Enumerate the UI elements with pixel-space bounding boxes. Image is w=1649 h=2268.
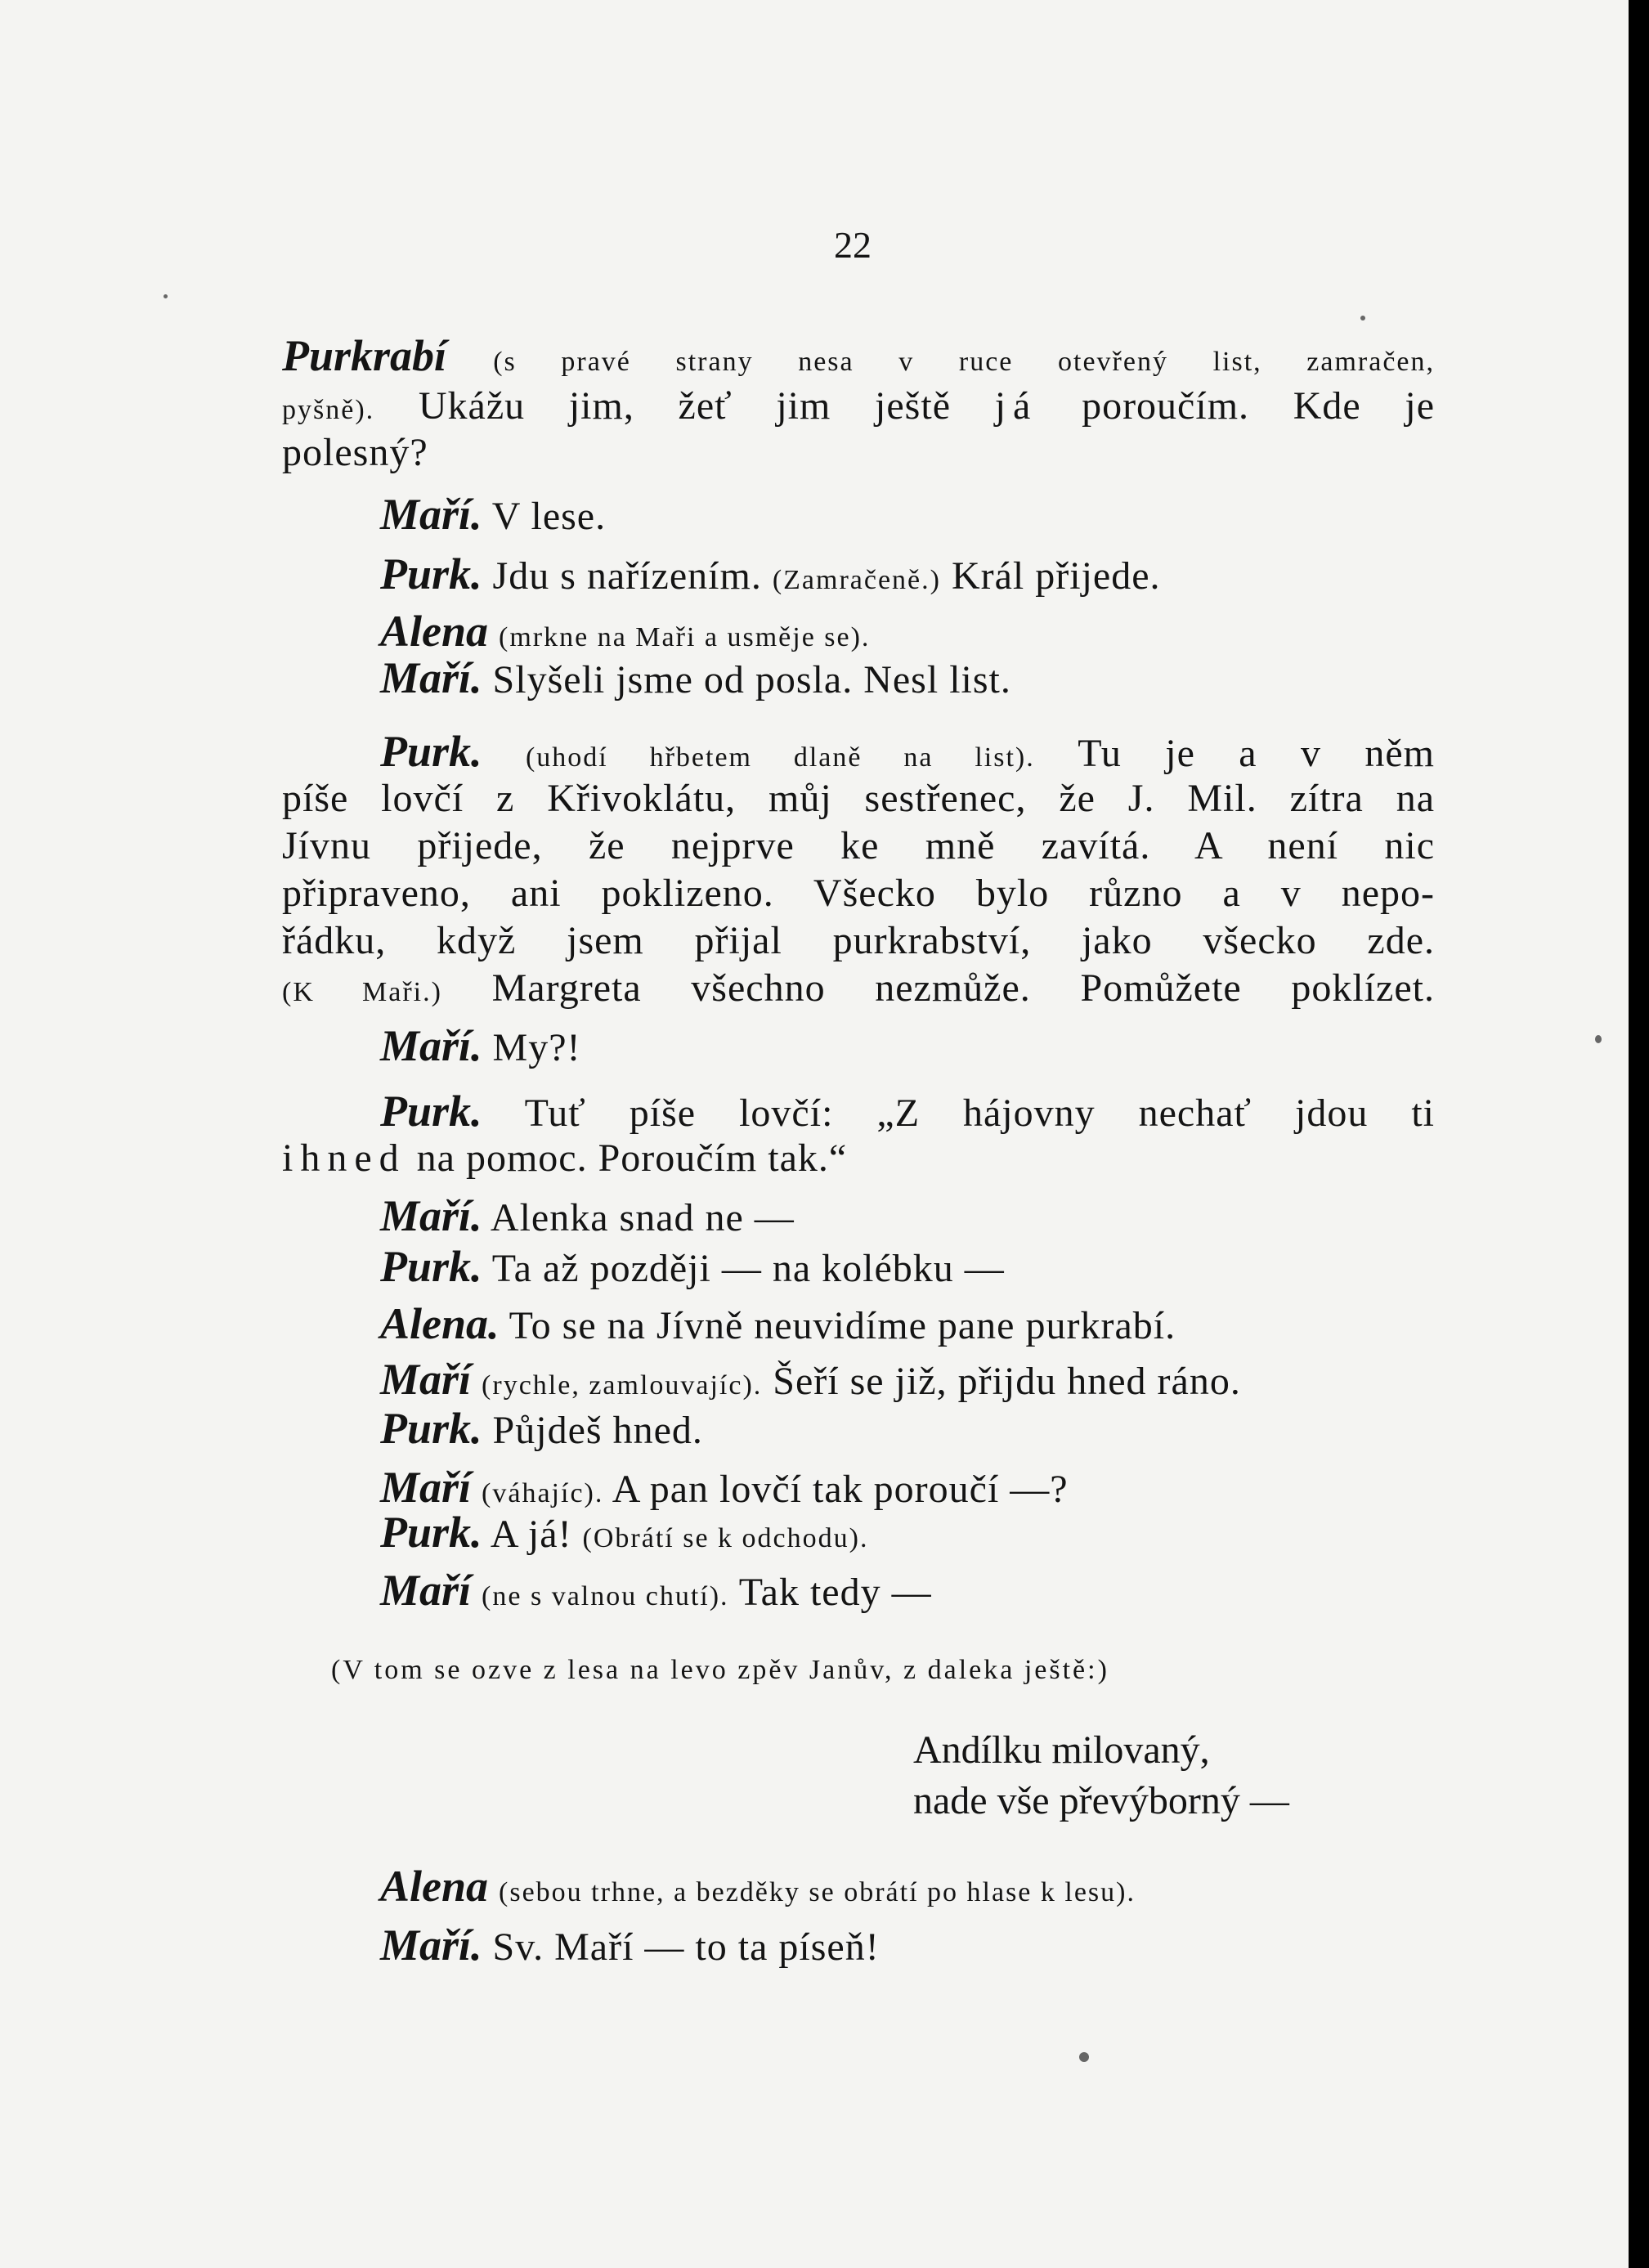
text-line — [380, 1356, 1435, 1410]
stage-direction: (rychle, zamlouvajíc). — [482, 1370, 763, 1401]
text-line — [282, 870, 1435, 917]
verse-line: Andílku milovaný, — [913, 1728, 1210, 1772]
dialogue: To se na Jívně neuvidíme pane purkrabí. — [509, 1304, 1176, 1347]
speaker: Alena — [380, 1862, 489, 1911]
speaker: Alena. — [380, 1299, 500, 1348]
stage-direction: (V tom se ozve z lesa na levo zpěv Janův, z daleka ještě:) — [331, 1655, 1109, 1685]
text-line — [380, 1192, 1435, 1242]
text-line — [282, 965, 1435, 1016]
text-line — [282, 917, 1435, 965]
speaker: Maří. — [380, 1021, 482, 1070]
text-line — [282, 383, 1435, 434]
text-line — [282, 1135, 1435, 1182]
speaker: Maří — [380, 1566, 472, 1615]
dialogue: My?! — [492, 1026, 581, 1069]
speaker: Purkrabí — [282, 331, 447, 380]
text-line — [282, 429, 1435, 477]
dialogue: Margreta všechno nezmůže. Pomůžete poklízet. — [491, 966, 1435, 1010]
dialogue: V lese. — [491, 495, 607, 538]
speaker: Alena — [380, 607, 489, 656]
ink-speck — [1079, 2052, 1089, 2062]
ink-speck — [164, 294, 168, 298]
speaker: Maří — [380, 1355, 472, 1404]
dialogue: Šeří se již, přijdu hned ráno. — [773, 1360, 1241, 1403]
speaker: Maří — [380, 1463, 472, 1512]
text-line — [380, 654, 1435, 704]
dialogue: Jdu s nařízením. — [492, 554, 762, 598]
dialogue: píše lovčí z Křivoklátu, můj sestřenec, že J. Mil. zítra na — [282, 777, 1435, 820]
speaker: Purk. — [380, 1087, 482, 1136]
text-line — [380, 1921, 1435, 1971]
dialogue: Jívnu přijede, že nejprve ke mně zavítá. A není nic — [282, 824, 1435, 867]
text-line — [282, 775, 1435, 822]
dialogue: Tuť píše lovčí: „Z hájovny nechať jdou ti — [524, 1091, 1436, 1135]
text-line — [380, 1087, 1435, 1137]
dialogue: Ukážu jim, žeť jim ještě — [418, 384, 952, 428]
ink-speck — [1595, 1035, 1602, 1043]
dialogue: Ta až později — na kolébku — — [491, 1247, 1005, 1290]
scan-edge — [1629, 0, 1649, 2268]
text-line — [380, 1862, 1443, 1916]
text-line — [380, 491, 1435, 540]
stage-direction: (ne s valnou chutí). — [482, 1581, 729, 1611]
dialogue: Slyšeli jsme od posla. Nesl list. — [492, 658, 1011, 701]
text-line — [380, 550, 1435, 604]
dialogue: na pomoc. Poroučím tak.“ — [416, 1136, 848, 1180]
dialogue: A já! — [490, 1513, 572, 1556]
text-line — [282, 822, 1435, 870]
text-line — [380, 1300, 1435, 1350]
stage-direction: pyšně). — [282, 395, 375, 425]
speaker: Maří. — [380, 653, 482, 702]
stage-direction-line — [331, 1647, 1435, 1694]
speaker: Maří. — [380, 490, 482, 539]
stage-direction: (K Maři.) — [282, 977, 442, 1007]
verse-line: nade vše převýborný — — [913, 1779, 1289, 1822]
dialogue: Sv. Maří — to ta píseň! — [492, 1925, 880, 1969]
text-line — [380, 1405, 1435, 1454]
text-line — [380, 1022, 1435, 1072]
text-line — [380, 1567, 1435, 1620]
speaker: Purk. — [380, 1404, 482, 1453]
stage-direction: (uhodí hřbetem dlaně na list). — [525, 742, 1035, 773]
stage-direction: (sebou trhne, a bezděky se obrátí po hlase k lesu). — [499, 1877, 1136, 1907]
dialogue: připraveno, ani poklizeno. Všecko bylo různo a v nepo- — [282, 872, 1435, 915]
stage-direction: (Obrátí se k odchodu). — [582, 1523, 869, 1553]
text-line — [282, 332, 1435, 386]
page-number: 22 — [834, 224, 872, 266]
stage-direction: (váhajíc). — [482, 1478, 604, 1508]
dialogue: A pan lovčí tak poroučí —? — [612, 1468, 1069, 1511]
dialogue: řádku, když jsem přijal purkrabství, jako všecko zde. — [282, 919, 1435, 962]
dialogue: Tu je a v něm — [1078, 732, 1436, 775]
stage-direction: (Zamračeně.) — [772, 565, 941, 595]
speaker: Purk. — [380, 1508, 482, 1557]
dialogue: poroučím. Kde je — [1082, 384, 1436, 428]
emphasis: já — [994, 384, 1038, 428]
dialogue: Král přijede. — [951, 554, 1161, 598]
dialogue: Půjdeš hned. — [492, 1409, 703, 1452]
speaker: Purk. — [380, 1242, 482, 1291]
text-line — [380, 1243, 1435, 1293]
stage-direction: (s pravé strany nesa v ruce otevřený list, zamračen, — [493, 347, 1435, 377]
dialogue: polesný? — [282, 431, 428, 474]
dialogue: Tak tedy — — [738, 1571, 932, 1614]
text-line — [380, 1508, 1435, 1562]
text-line — [380, 728, 1435, 782]
speaker: Maří. — [380, 1191, 482, 1240]
dialogue: Alenka snad ne — — [490, 1196, 795, 1239]
stage-direction: (mrkne na Maři a usměje se). — [499, 622, 871, 652]
speaker: Maří. — [380, 1921, 482, 1970]
ink-speck — [1360, 316, 1365, 320]
speaker: Purk. — [380, 549, 482, 598]
emphasis: ihned — [282, 1136, 406, 1180]
speaker: Purk. — [380, 727, 482, 776]
